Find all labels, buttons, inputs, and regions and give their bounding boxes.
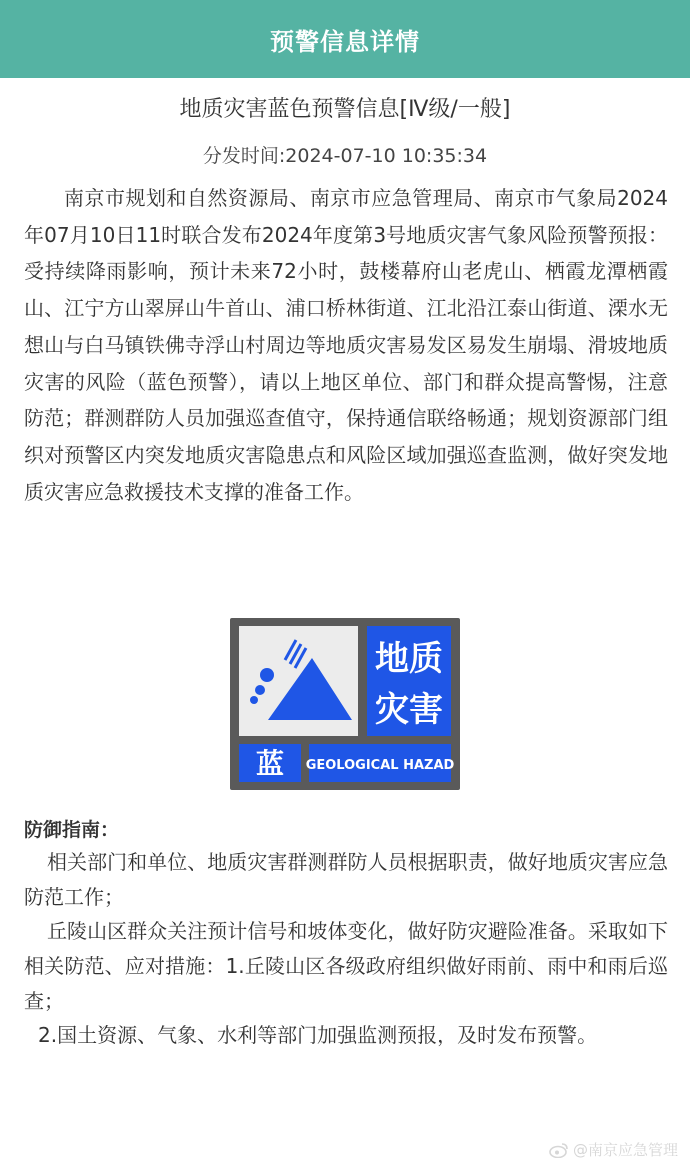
watermark-text: @南京应急管理 xyxy=(572,1141,678,1159)
guide-item-1: 相关部门和单位、地质灾害群测群防人员根据职责，做好地质灾害应急防范工作； xyxy=(24,850,668,909)
level-text: 蓝 xyxy=(255,747,285,780)
guide-item-2: 丘陵山区群众关注预计信号和坡体变化，做好防灾避险准备。采取如下相关防范、应对措施：1.丘陵山区各级政府组织做好雨前、雨中和雨后巡查； xyxy=(24,919,668,1013)
defense-guide-title: 防御指南： xyxy=(24,819,120,841)
warning-sign-graphic xyxy=(230,618,460,790)
issue-time: 分发时间:2024-07-10 10:35:34 xyxy=(202,145,488,167)
warning-title: 地质灾害蓝色预警信息[Ⅳ级/一般] xyxy=(179,97,511,122)
guide-item-3: 2.国土资源、气象、水利等部门加强监测预报，及时发布预警。 xyxy=(38,1023,598,1047)
page-header xyxy=(0,0,690,78)
english-text: GEOLOGICAL HAZAD xyxy=(305,758,455,773)
hazard-text-line1: 地质 xyxy=(375,639,443,679)
page-title: 预警信息详情 xyxy=(270,27,420,56)
weibo-watermark xyxy=(549,1139,678,1160)
hazard-text-line2: 灾害 xyxy=(375,690,443,730)
weibo-icon xyxy=(549,1142,569,1158)
warning-body: 南京市规划和自然资源局、南京市应急管理局、南京市气象局2024年07月10日11时联合发布2024年度第3号地质灾害气象风险预警预报：受持续降雨影响，预计未来72小时，鼓楼幕府山老虎山、栖霞龙潭栖霞山、江宁方山翠屏山牛首山、浦口桥林街道、江北沿江泰山街道、溧水无想山与白马镇铁佛寺浮山村周边等地质灾害易发区易发生崩塌、滑坡地质灾害的风险（蓝色预警），请以上地区单位、部门和群众提高警惕，注意防范；群测群防人员加强巡查值守，保持通信联络畅通；规划资源部门组织对预警区内突发地质灾害隐患点和风险区域加强巡查监测，做好突发地质灾害应急救援技术支撑的准备工作。 xyxy=(24,186,668,504)
geological-hazard-warning-sign xyxy=(230,618,460,790)
